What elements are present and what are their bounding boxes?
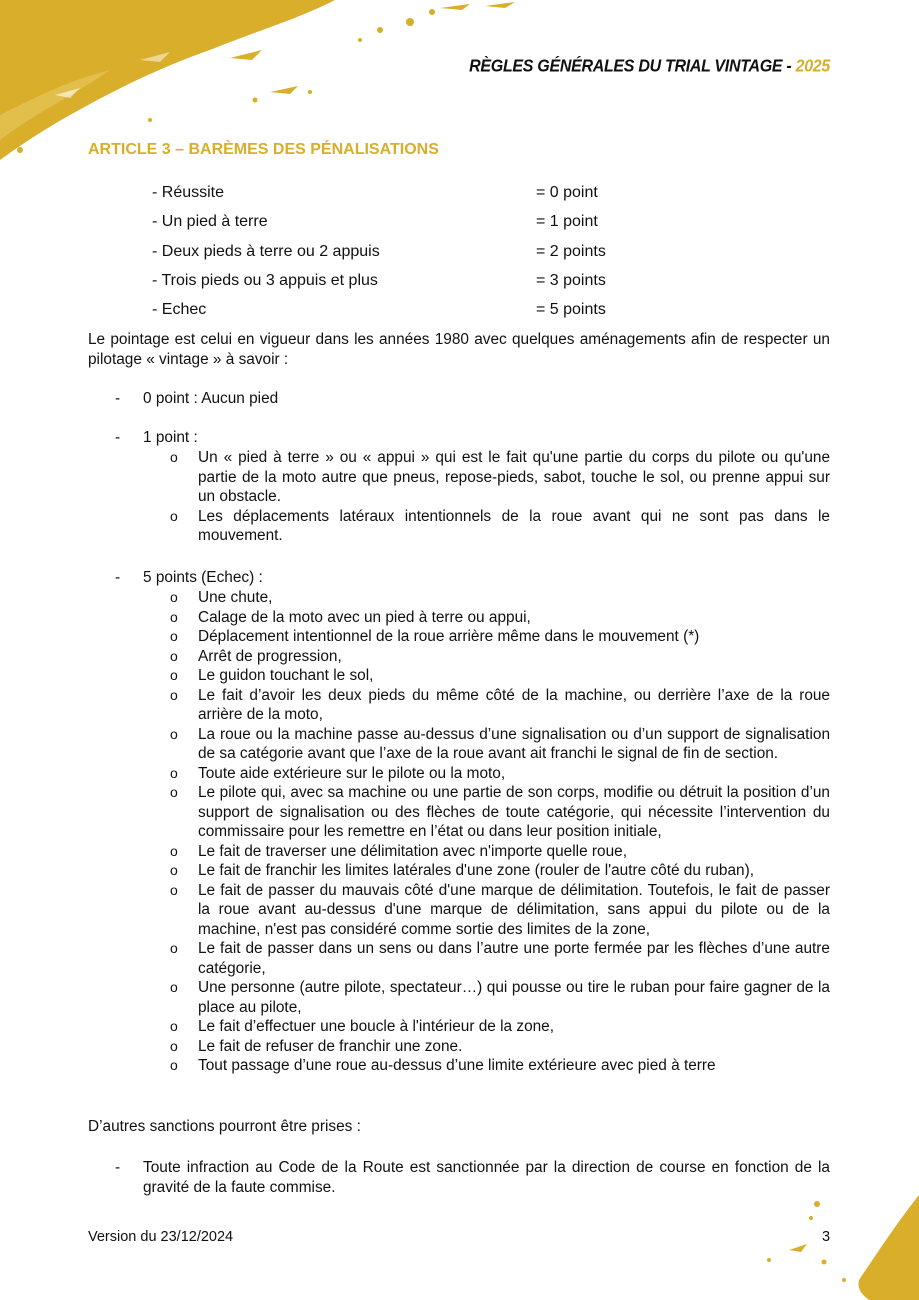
bullet-text: Le fait de franchir les limites latérales d'une zone (rouler de l'autre côté du ruban), — [198, 862, 754, 879]
bullet-text: Déplacement intentionnel de la roue arrière même dans le mouvement (*) — [198, 628, 700, 645]
penalty-table — [152, 183, 672, 329]
header-title: RÈGLES GÉNÉRALES DU TRIAL VINTAGE - — [469, 57, 796, 77]
circle-bullet-icon: o — [170, 1018, 178, 1034]
bullet-item — [88, 666, 830, 686]
penalty-row — [152, 212, 672, 241]
penalty-label: - Réussite — [152, 184, 225, 201]
penalty-label: - Deux pieds à terre ou 2 appuis — [152, 242, 380, 260]
bullet-item — [88, 1017, 830, 1037]
bullet-text: Le fait d’avoir les deux pieds du même côté de la machine, ou derrière l’axe de la roue arrière de la moto, — [198, 686, 830, 723]
dash-marker: - — [115, 1159, 121, 1176]
page-number: 3 — [822, 1229, 831, 1245]
circle-bullet-icon: o — [170, 608, 178, 625]
bullet-item — [88, 978, 830, 1017]
penalty-label: - Trois pieds ou 3 appuis et plus — [152, 271, 378, 289]
penalty-value: = 0 point — [536, 184, 598, 201]
scoring-heading: 5 points (Echec) : — [143, 569, 263, 586]
circle-bullet-icon: o — [170, 764, 178, 781]
penalty-row — [152, 242, 672, 271]
penalty-value: = 1 point — [536, 213, 598, 231]
bullet-text: Les déplacements latéraux intentionnels de la roue avant qui ne sont pas dans le mouvement. — [198, 507, 830, 544]
other-sanctions-intro: D’autres sanctions pourront être prises : — [88, 1118, 361, 1135]
bullet-item — [88, 939, 830, 978]
intro-paragraph: Le pointage est celui en vigueur dans les années 1980 avec quelques aménagements afin de respecter un pilotage « vintage » à savoir : — [88, 331, 830, 368]
document-header — [469, 56, 830, 78]
circle-bullet-icon: o — [170, 881, 178, 898]
penalty-value: = 3 points — [536, 271, 606, 289]
bullet-item — [88, 861, 830, 881]
bullet-text: Le pilote qui, avec sa machine ou une partie de son corps, modifie ou détruit la position d’un support de signalisation ou des flèches de toute catégorie, qui nécessite l’intervention du commissaire pour les remettre en l’état ou dans leur position initiale, — [198, 784, 830, 840]
bullet-text: Le guidon touchant le sol, — [198, 667, 374, 684]
bullet-item — [88, 881, 830, 940]
circle-bullet-icon: o — [170, 686, 178, 703]
article-title: ARTICLE 3 – BARÈMES DES PÉNALISATIONS — [88, 141, 439, 158]
penalty-row — [152, 183, 672, 212]
bullet-item — [88, 1056, 830, 1076]
circle-bullet-icon: o — [170, 1057, 178, 1073]
circle-bullet-icon: o — [170, 507, 178, 524]
bullet-text: La roue ou la machine passe au-dessus d’une signalisation ou d’un support de signalisation de sa catégorie avant que l’axe de la roue avant ait franchi le signal de fin de section. — [198, 725, 830, 762]
bullet-item — [88, 588, 830, 608]
dash-marker: - — [115, 569, 121, 586]
bullet-text: Arrêt de progression, — [198, 647, 342, 665]
bullet-item — [88, 764, 830, 784]
circle-bullet-icon: o — [170, 862, 178, 878]
circle-bullet-icon: o — [170, 647, 178, 664]
scoring-heading: 1 point : — [143, 429, 198, 446]
bullet-item — [88, 647, 830, 667]
bullet-item — [88, 627, 830, 647]
bullet-item — [88, 608, 830, 628]
circle-bullet-icon: o — [170, 1037, 178, 1054]
bullet-text: Le fait de traverser une délimitation avec n'importe quelle roue, — [198, 842, 627, 860]
other-sanction-text: Toute infraction au Code de la Route est sanctionnée par la direction de course en fonction de la gravité de la faute commise. — [143, 1159, 830, 1196]
bullet-text: Toute aide extérieure sur le pilote ou la moto, — [198, 764, 506, 782]
bullet-item — [88, 842, 830, 862]
penalty-label: - Un pied à terre — [152, 213, 268, 231]
circle-bullet-icon: o — [170, 784, 178, 800]
footer-version: Version du 23/12/2024 — [88, 1229, 234, 1245]
bullet-item — [88, 448, 830, 507]
corner-brush-decoration-bottom — [749, 1190, 919, 1300]
circle-bullet-icon: o — [170, 667, 178, 683]
circle-bullet-icon: o — [170, 842, 178, 859]
one-point-list — [88, 448, 830, 546]
penalty-row — [152, 300, 672, 329]
bullet-text: Tout passage d’une roue au-dessus d’une limite extérieure avec pied à terre — [198, 1057, 716, 1074]
penalty-value: = 5 points — [536, 301, 606, 319]
bullet-item — [88, 507, 830, 546]
bullet-text: Le fait de passer du mauvais côté d'une marque de délimitation. Toutefois, le fait de passer la roue avant au-dessus d'une marque de délimitation, sans appui du pilote ou de la machine, n'est pas considéré comme sortie des limites de la zone, — [198, 881, 830, 938]
bullet-text: Le fait de refuser de franchir une zone. — [198, 1037, 463, 1055]
circle-bullet-icon: o — [170, 628, 178, 644]
five-points-list — [88, 588, 830, 1076]
bullet-item — [88, 1037, 830, 1057]
bullet-text: Une personne (autre pilote, spectateur…) qui pousse ou tire le ruban pour faire gagner de la place au pilote, — [198, 979, 830, 1016]
circle-bullet-icon: o — [170, 589, 178, 605]
circle-bullet-icon: o — [170, 979, 178, 995]
bullet-item — [88, 686, 830, 725]
bullet-item — [88, 783, 830, 842]
bullet-text: Un « pied à terre » ou « appui » qui est le fait qu'une partie du corps du pilote ou qu'une partie de la moto autre que pneus, repose-pieds, sabot, touche le sol, ou prenne appui sur un obstacle. — [198, 449, 830, 505]
bullet-text: Le fait d’effectuer une boucle à l'intérieur de la zone, — [198, 1018, 555, 1035]
scoring-heading: 0 point : Aucun pied — [143, 390, 279, 407]
bullet-text: Une chute, — [198, 589, 273, 606]
dash-marker: - — [115, 429, 121, 446]
penalty-label: - Echec — [152, 301, 207, 319]
bullet-text: Calage de la moto avec un pied à terre ou appui, — [198, 608, 531, 626]
penalty-row — [152, 271, 672, 300]
dash-marker: - — [115, 390, 121, 407]
penalty-value: = 2 points — [536, 242, 606, 260]
bullet-text: Le fait de passer dans un sens ou dans l’autre une porte fermée par les flèches d’une autre catégorie, — [198, 940, 830, 977]
bullet-item — [88, 725, 830, 764]
circle-bullet-icon: o — [170, 940, 178, 956]
circle-bullet-icon: o — [170, 449, 178, 465]
circle-bullet-icon: o — [170, 725, 178, 742]
header-year: 2025 — [795, 57, 830, 77]
